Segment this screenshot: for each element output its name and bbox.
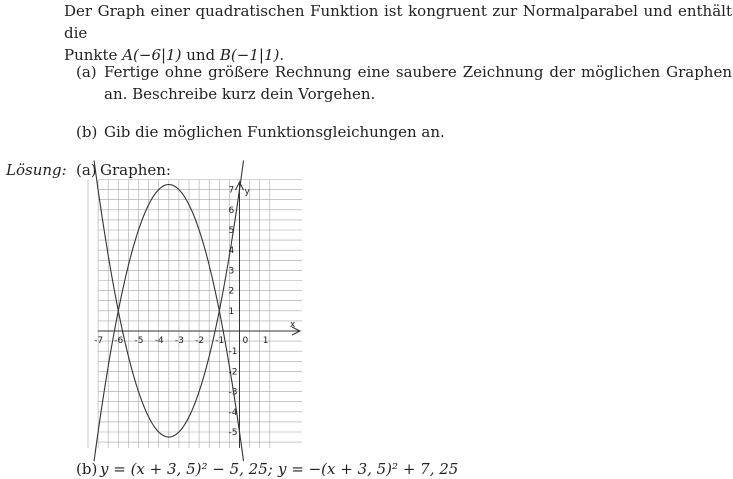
equation-2: y = −(x + 3, 5)² + 7, 25 [278, 460, 459, 478]
y-tick-label: -2 [228, 367, 238, 378]
x-axis-label: x [290, 320, 296, 330]
y-tick-label: -1 [228, 347, 238, 358]
task-a-text: Fertige ohne größere Rechnung eine saubere Zeichnung der möglichen Graphen an. Beschreibe kurz dein Vorgehen. [104, 63, 732, 103]
y-tick-label: 4 [228, 246, 235, 257]
y-tick-label: 5 [228, 226, 235, 236]
x-tick-label: -4 [154, 336, 164, 346]
y-tick-label: 2 [228, 286, 235, 297]
point-b: B(−1|1) [219, 46, 280, 64]
task-b-text: Gib die möglichen Funktionsgleichungen an. [104, 123, 445, 141]
task-a-label: (a) [76, 63, 97, 81]
point-a: A(−6|1) [122, 46, 182, 64]
equation-1: y = (x + 3, 5)² − 5, 25; [100, 460, 273, 478]
y-tick-label: 1 [228, 306, 235, 317]
problem-intro [64, 0, 732, 66]
parabola-graph [94, 180, 302, 448]
y-tick-label: -3 [228, 387, 238, 398]
solution-label: Lösung: [6, 161, 67, 179]
y-tick-label: 6 [228, 205, 235, 216]
intro-line2-prefix: Punkte [64, 46, 123, 64]
solution-a-text: Graphen: [100, 161, 171, 179]
x-tick-label: -2 [195, 336, 205, 346]
tick-labels [94, 186, 296, 438]
x-tick-label: -1 [215, 336, 225, 346]
x-tick-label: -5 [134, 336, 144, 346]
x-tick-label: -7 [94, 336, 104, 346]
solution-a-label: (a) [76, 161, 97, 179]
y-tick-label: 7 [228, 185, 235, 196]
x-tick-label: 1 [262, 336, 269, 346]
intro-end: . [279, 46, 285, 64]
y-tick-label: 3 [228, 266, 235, 277]
task-b-label: (b) [76, 123, 98, 141]
x-tick-label: -3 [174, 336, 184, 346]
intro-line1: Der Graph einer quadratischen Funktion ist kongruent zur Normalparabel und enthält die [64, 2, 732, 42]
y-tick-label: -4 [228, 407, 238, 418]
intro-and: und [181, 46, 220, 64]
y-tick-label: -5 [228, 428, 238, 438]
solution-b-label: (b) [76, 460, 98, 478]
x-tick-label: 0 [242, 336, 249, 346]
y-axis-label: y [244, 187, 250, 197]
x-tick-label: -6 [114, 336, 124, 346]
